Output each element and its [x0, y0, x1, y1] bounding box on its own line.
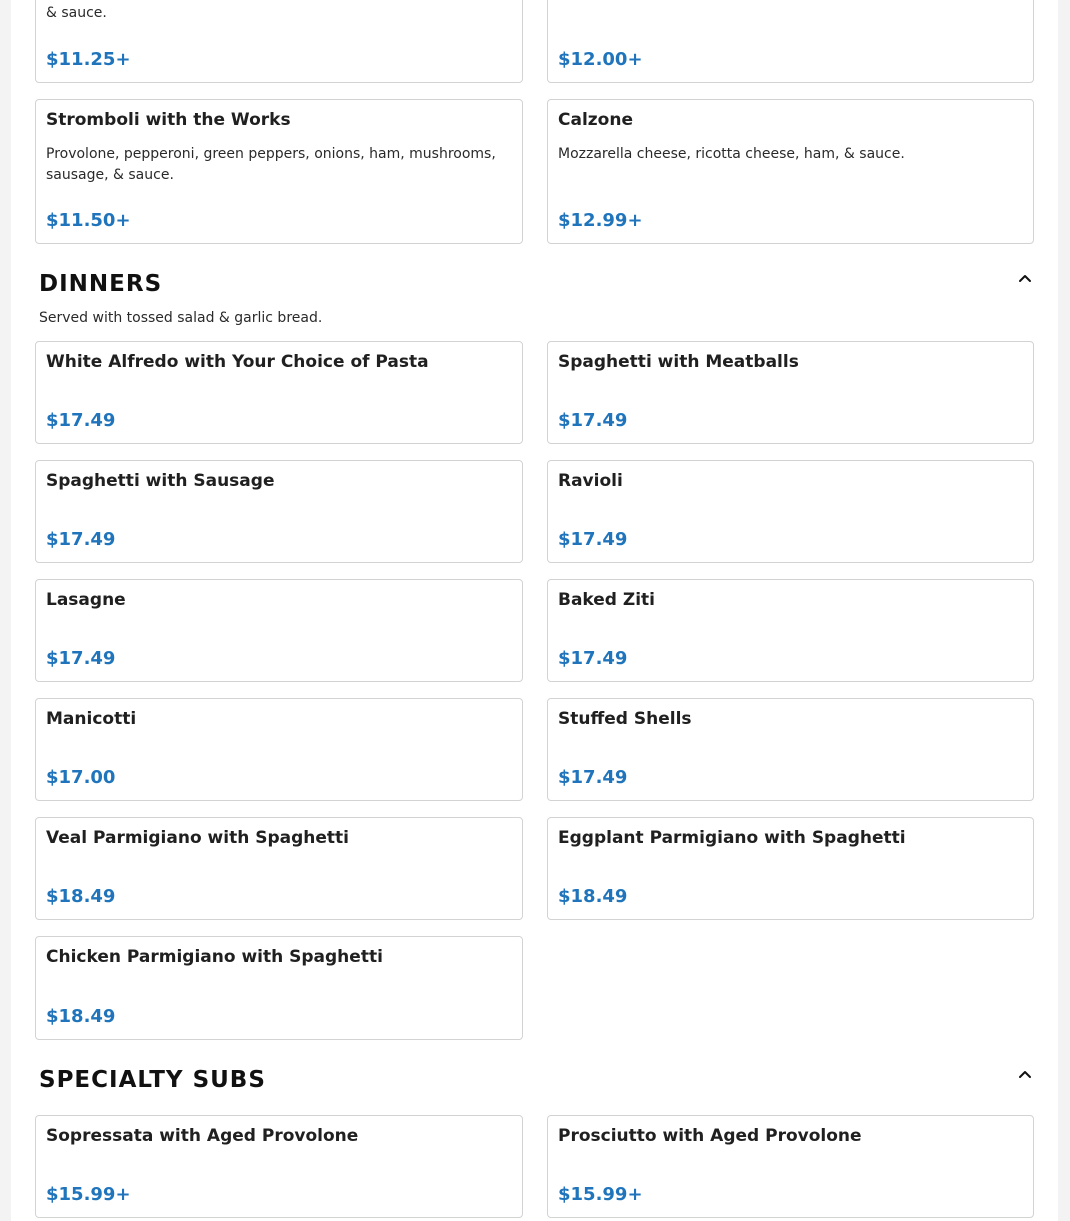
menu-item-description: Mozzarella cheese, ricotta cheese, ham, & sauce.: [558, 146, 905, 162]
menu-item-title: Chicken Parmigiano with Spaghetti: [46, 947, 383, 967]
menu-item-card[interactable]: [547, 698, 1034, 801]
menu-item-card[interactable]: [547, 99, 1034, 244]
menu-item-card[interactable]: [547, 0, 1034, 83]
menu-item-card[interactable]: [547, 1115, 1034, 1218]
menu-item-title: Spaghetti with Meatballs: [558, 352, 799, 372]
menu-item-price: $17.49: [558, 648, 628, 669]
menu-item-price: $18.49: [558, 886, 628, 907]
menu-item-title: Veal Parmigiano with Spaghetti: [46, 828, 349, 848]
menu-item-description: Provolone, pepperoni, green peppers, onions, ham, mushrooms, sausage, & sauce.: [46, 146, 496, 183]
menu-item-price: $17.49: [46, 648, 116, 669]
menu-item-card[interactable]: [547, 579, 1034, 682]
menu-item-price: $12.00+: [558, 49, 643, 70]
menu-item-card[interactable]: [35, 817, 523, 920]
menu-item-card[interactable]: [547, 817, 1034, 920]
chevron-up-icon[interactable]: [1013, 266, 1037, 290]
menu-item-title: Sopressata with Aged Provolone: [46, 1126, 359, 1146]
section-title-specialty-subs: SPECIALTY SUBS: [39, 1067, 266, 1093]
menu-item-price: $17.49: [558, 410, 628, 431]
menu-item-price: $17.49: [558, 529, 628, 550]
section-subtitle-dinners: Served with tossed salad & garlic bread.: [39, 310, 323, 326]
menu-item-card[interactable]: [35, 1115, 523, 1218]
menu-item-price: $11.25+: [46, 49, 131, 70]
menu-item-title: Spaghetti with Sausage: [46, 471, 275, 491]
menu-item-title: Stuffed Shells: [558, 709, 692, 729]
menu-item-card[interactable]: [35, 579, 523, 682]
menu-item-card[interactable]: [547, 460, 1034, 563]
menu-item-card[interactable]: [35, 698, 523, 801]
menu-item-card[interactable]: [35, 0, 523, 83]
menu-item-card[interactable]: [35, 460, 523, 563]
menu-item-title: Eggplant Parmigiano with Spaghetti: [558, 828, 906, 848]
menu-item-card[interactable]: [35, 341, 523, 444]
menu-item-card[interactable]: [35, 936, 523, 1040]
menu-item-price: $15.99+: [46, 1184, 131, 1205]
chevron-up-icon[interactable]: [1013, 1062, 1037, 1086]
menu-page: [11, 0, 1058, 1221]
menu-item-description: & sauce.: [46, 5, 107, 21]
menu-item-title: Prosciutto with Aged Provolone: [558, 1126, 862, 1146]
menu-item-title: Calzone: [558, 110, 633, 130]
menu-item-title: Baked Ziti: [558, 590, 656, 610]
menu-item-price: $12.99+: [558, 210, 643, 231]
menu-item-price: $18.49: [46, 886, 116, 907]
menu-item-price: $18.49: [46, 1006, 116, 1027]
menu-item-title: Manicotti: [46, 709, 137, 729]
menu-item-price: $17.00: [46, 767, 116, 788]
menu-item-price: $15.99+: [558, 1184, 643, 1205]
menu-item-card[interactable]: [547, 341, 1034, 444]
menu-item-title: White Alfredo with Your Choice of Pasta: [46, 352, 429, 372]
menu-item-price: $17.49: [46, 529, 116, 550]
menu-item-title: Ravioli: [558, 471, 623, 491]
section-title-dinners: DINNERS: [39, 271, 163, 297]
menu-item-card[interactable]: [35, 99, 523, 244]
menu-item-title: Stromboli with the Works: [46, 110, 291, 130]
menu-item-price: $17.49: [46, 410, 116, 431]
menu-item-title: Lasagne: [46, 590, 126, 610]
menu-item-price: $17.49: [558, 767, 628, 788]
menu-item-price: $11.50+: [46, 210, 131, 231]
